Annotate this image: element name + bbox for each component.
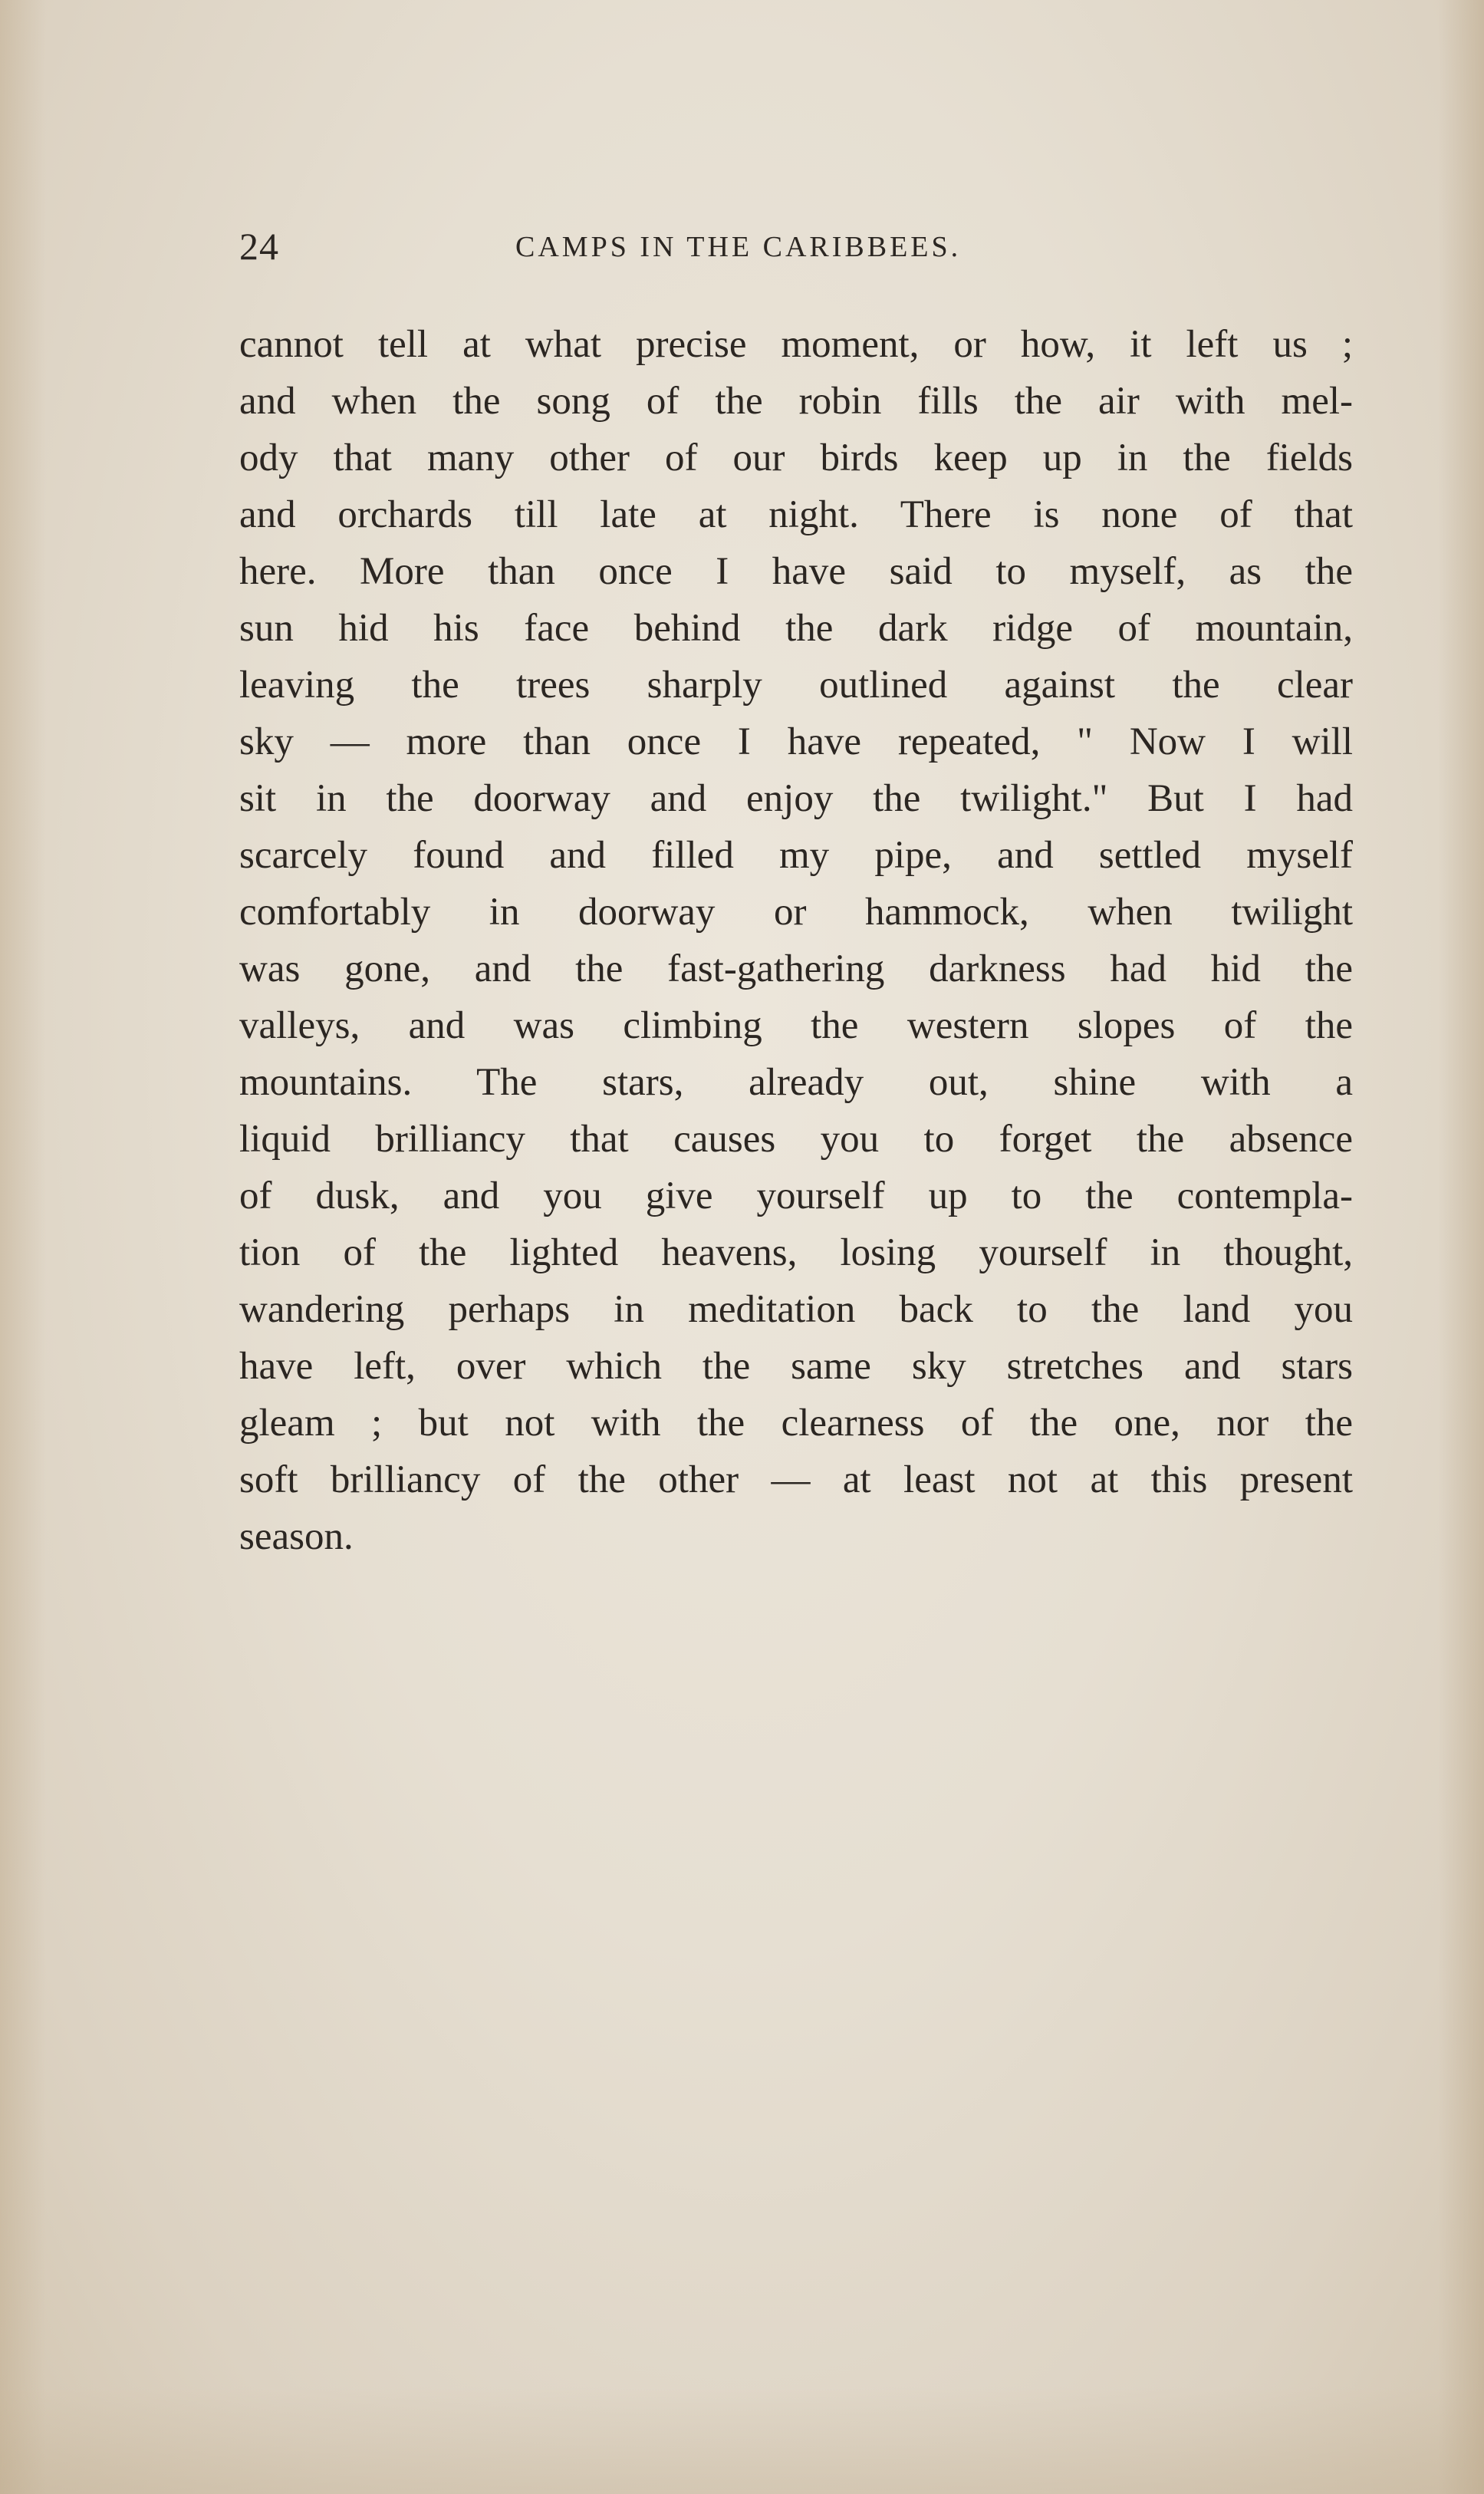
- text-line: comfortably in doorway or hammock, when twilight: [239, 891, 1353, 934]
- text-line: scarcely found and filled my pipe, and settled myself: [239, 834, 1353, 877]
- text-line: here. More than once I have said to myself, as the: [239, 550, 1353, 593]
- text-line: sit in the doorway and enjoy the twilight." But I had: [239, 777, 1353, 820]
- text-line: mountains. The stars, already out, shine with a: [239, 1061, 1353, 1104]
- running-title: CAMPS IN THE CARIBBEES.: [515, 231, 962, 263]
- page-shadow-left: [0, 0, 46, 2494]
- page-shadow-bottom: [0, 2387, 1484, 2494]
- text-line: liquid brilliancy that causes you to forget the absence: [239, 1118, 1353, 1161]
- text-line: valleys, and was climbing the western slopes of the: [239, 1004, 1353, 1047]
- text-line: sun hid his face behind the dark ridge of mountain,: [239, 607, 1353, 650]
- text-line: cannot tell at what precise moment, or how, it left us ;: [239, 323, 1353, 366]
- page-shadow-right: [1438, 0, 1484, 2494]
- page-header: [239, 224, 1353, 270]
- text-line: wandering perhaps in meditation back to the land you: [239, 1288, 1353, 1331]
- body-paragraph: [239, 316, 1353, 1565]
- text-line: season.: [239, 1515, 354, 1558]
- text-line: of dusk, and you give yourself up to the contempla-: [239, 1175, 1353, 1217]
- text-line: tion of the lighted heavens, losing yourself in thought,: [239, 1231, 1353, 1274]
- text-line: have left, over which the same sky stretches and stars: [239, 1345, 1353, 1388]
- text-line: gleam ; but not with the clearness of the one, nor the: [239, 1402, 1353, 1445]
- page-number: 24: [239, 225, 279, 268]
- text-line: was gone, and the fast-gathering darkness had hid the: [239, 947, 1353, 990]
- text-line: and when the song of the robin fills the air with mel-: [239, 380, 1353, 423]
- text-line: soft brilliancy of the other — at least not at this present: [239, 1458, 1353, 1501]
- text-line: sky — more than once I have repeated, " Now I will: [239, 720, 1353, 763]
- text-line: and orchards till late at night. There is none of that: [239, 493, 1353, 536]
- text-line: leaving the trees sharply outlined against the clear: [239, 664, 1353, 707]
- text-line: ody that many other of our birds keep up in the fields: [239, 437, 1353, 479]
